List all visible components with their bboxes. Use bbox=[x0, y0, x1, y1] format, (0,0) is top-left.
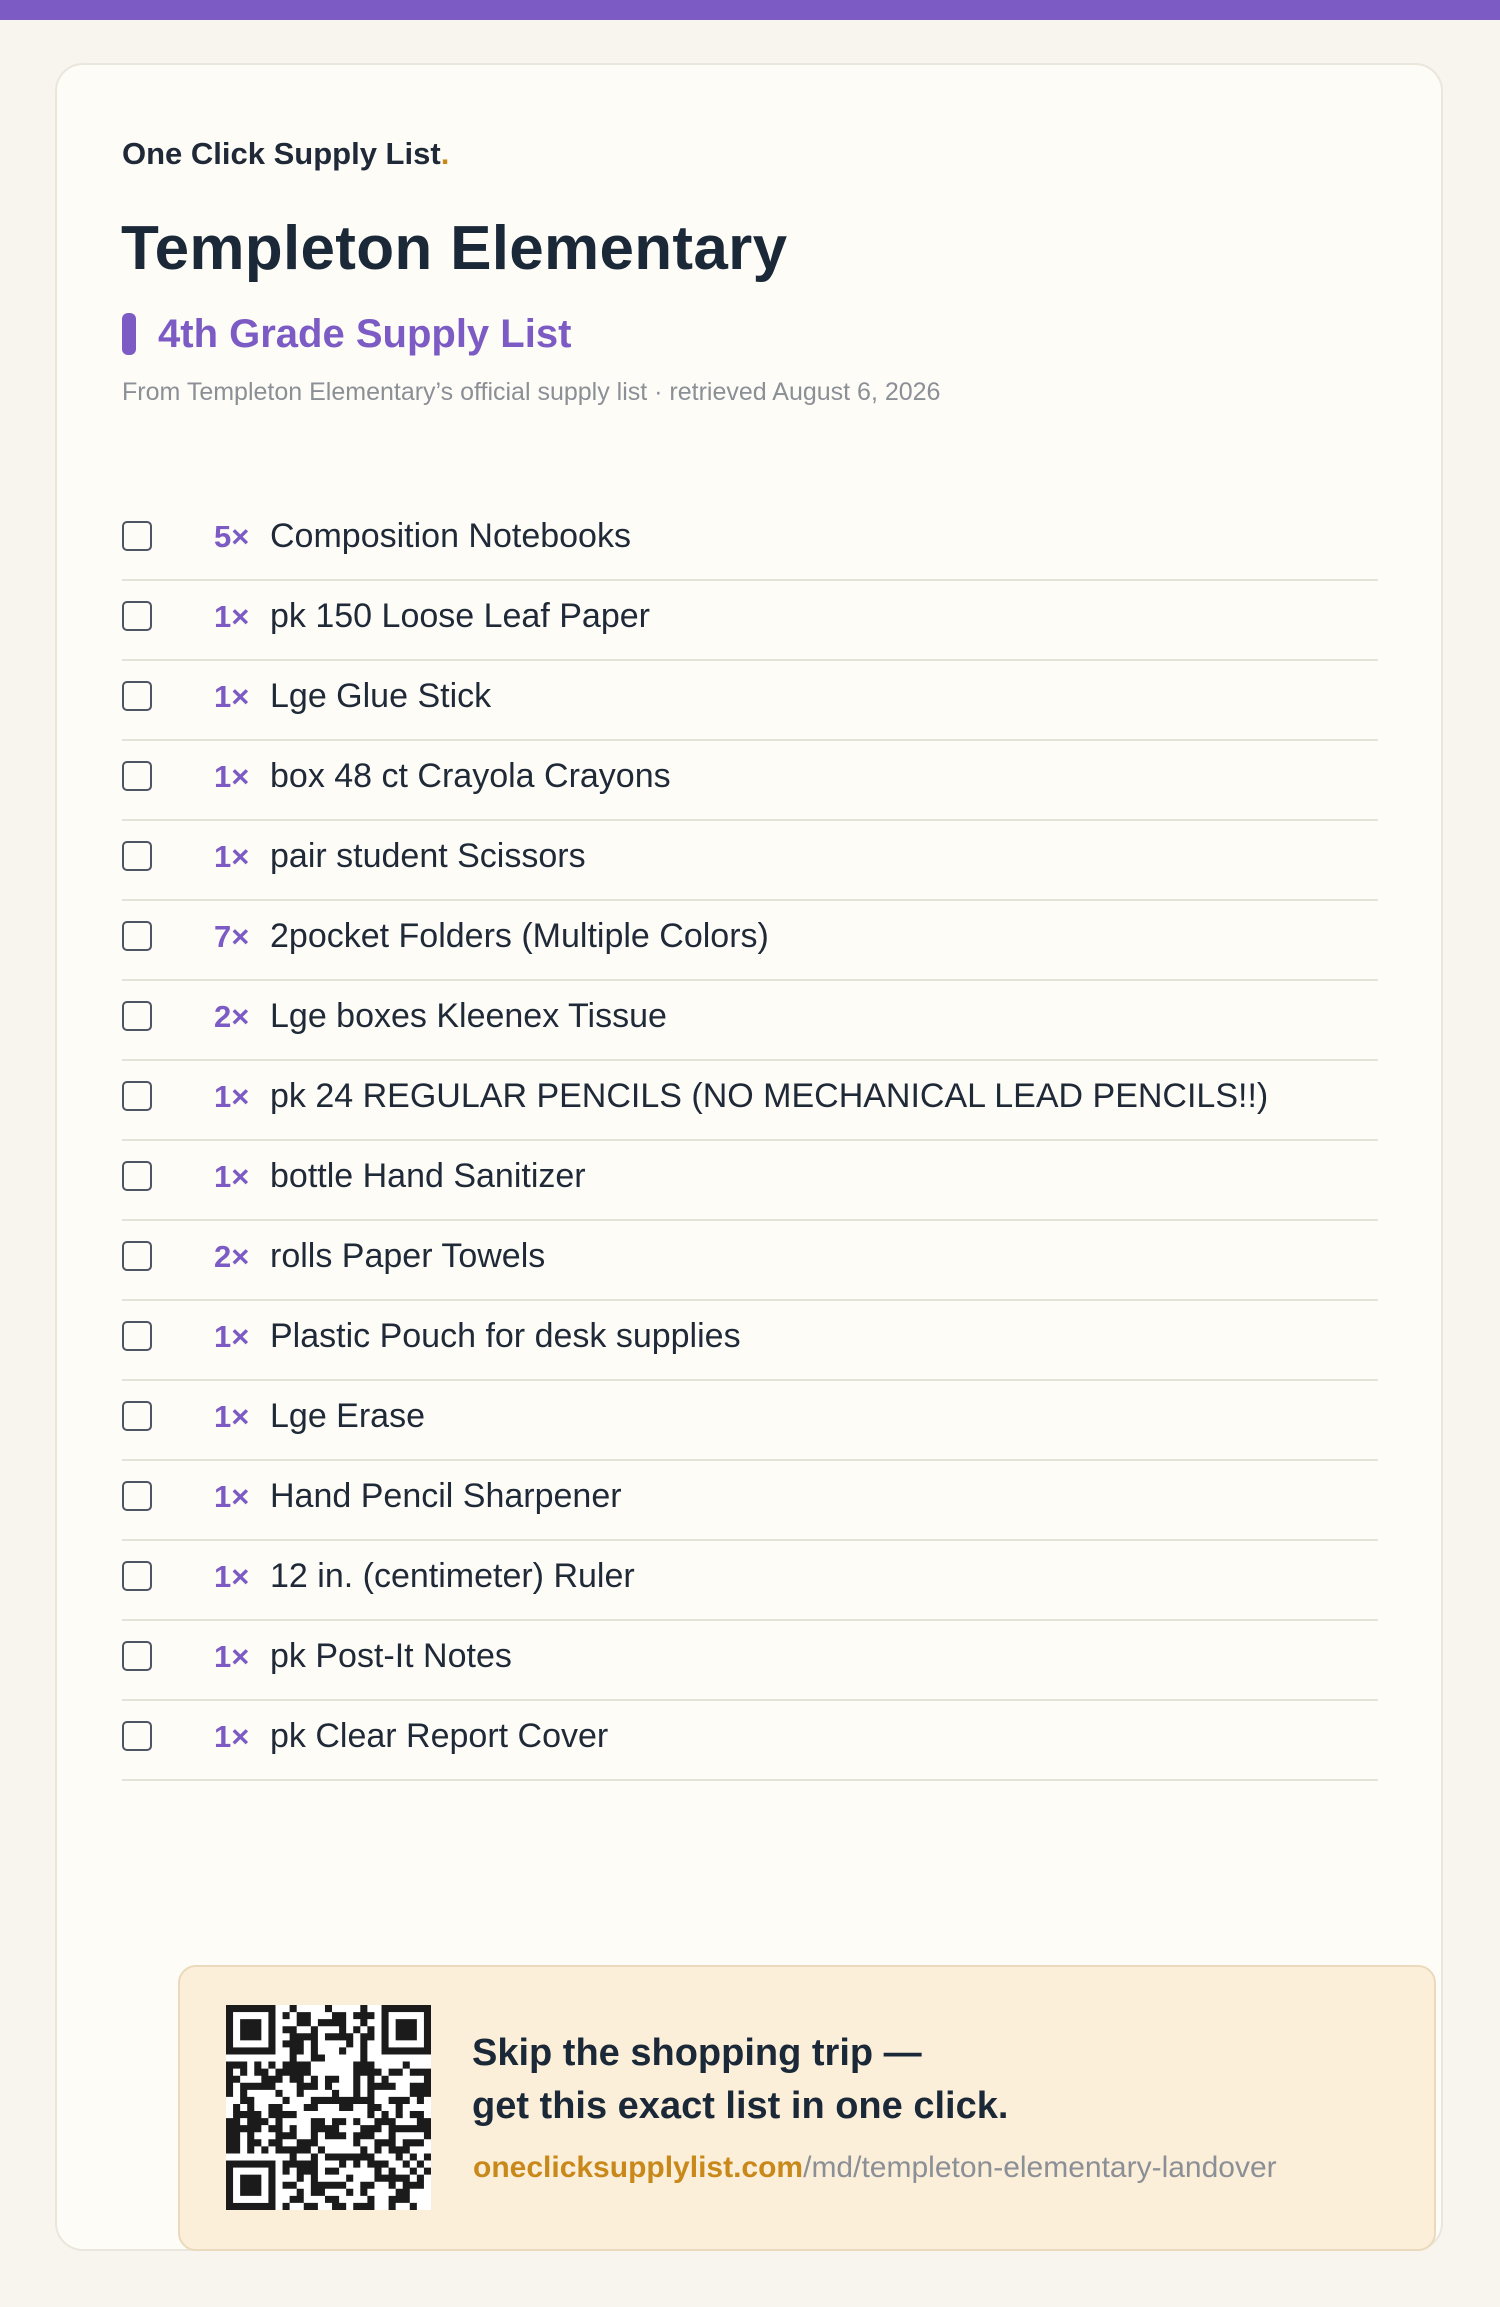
item-name: Lge Glue Stick bbox=[270, 677, 492, 715]
supply-items-list bbox=[122, 501, 1378, 1781]
item-quantity: 1× bbox=[214, 1399, 250, 1434]
school-title: Templeton Elementary bbox=[121, 214, 788, 283]
item-name: Lge boxes Kleenex Tissue bbox=[270, 997, 667, 1035]
supply-item-row bbox=[122, 1461, 1378, 1541]
item-quantity: 1× bbox=[214, 1559, 250, 1594]
supply-item-row bbox=[122, 1221, 1378, 1301]
item-checkbox[interactable] bbox=[122, 521, 152, 551]
item-name: pk Clear Report Cover bbox=[270, 1717, 609, 1755]
item-checkbox[interactable] bbox=[122, 1641, 152, 1671]
item-name: 12 in. (centimeter) Ruler bbox=[270, 1557, 635, 1595]
item-quantity: 2× bbox=[214, 999, 250, 1034]
brand-dot: . bbox=[440, 136, 450, 171]
supply-item-row bbox=[122, 1541, 1378, 1621]
list-title: 4th Grade Supply List bbox=[158, 311, 572, 356]
item-checkbox[interactable] bbox=[122, 761, 152, 791]
supply-list-card bbox=[55, 63, 1443, 2251]
supply-item-row bbox=[122, 501, 1378, 581]
item-quantity: 5× bbox=[214, 519, 250, 554]
supply-item-row bbox=[122, 741, 1378, 821]
item-checkbox[interactable] bbox=[122, 1721, 152, 1751]
brand-logo[interactable] bbox=[122, 136, 449, 172]
item-name: pk Post-It Notes bbox=[270, 1637, 512, 1675]
promo-link[interactable] bbox=[473, 2151, 1277, 2185]
item-checkbox[interactable] bbox=[122, 1321, 152, 1351]
supply-item-row bbox=[122, 1381, 1378, 1461]
item-name: 2pocket Folders (Multiple Colors) bbox=[270, 917, 769, 955]
item-name: Composition Notebooks bbox=[270, 517, 631, 555]
promo-url-domain: oneclicksupplylist.com bbox=[473, 2151, 804, 2184]
item-checkbox[interactable] bbox=[122, 1481, 152, 1511]
item-quantity: 1× bbox=[214, 679, 250, 714]
promo-headline-line-2: get this exact list in one click. bbox=[472, 2085, 1009, 2127]
item-quantity: 1× bbox=[214, 839, 250, 874]
list-subtitle-row bbox=[122, 311, 571, 357]
item-checkbox[interactable] bbox=[122, 1001, 152, 1031]
item-checkbox[interactable] bbox=[122, 841, 152, 871]
item-quantity: 1× bbox=[214, 1639, 250, 1674]
item-quantity: 1× bbox=[214, 599, 250, 634]
item-checkbox[interactable] bbox=[122, 1161, 152, 1191]
supply-item-row bbox=[122, 1141, 1378, 1221]
promo-url-path: /md/templeton-elementary-landover bbox=[803, 2151, 1277, 2184]
supply-item-row bbox=[122, 661, 1378, 741]
item-checkbox[interactable] bbox=[122, 681, 152, 711]
item-name: Hand Pencil Sharpener bbox=[270, 1477, 622, 1515]
item-quantity: 2× bbox=[214, 1239, 250, 1274]
subtitle-accent-bar bbox=[122, 313, 136, 355]
top-accent-bar bbox=[0, 0, 1500, 20]
item-checkbox[interactable] bbox=[122, 1401, 152, 1431]
item-name: pair student Scissors bbox=[270, 837, 586, 875]
item-quantity: 1× bbox=[214, 1479, 250, 1514]
item-name: pk 150 Loose Leaf Paper bbox=[270, 597, 650, 635]
supply-item-row bbox=[122, 1301, 1378, 1381]
item-quantity: 1× bbox=[214, 1719, 250, 1754]
supply-item-row bbox=[122, 581, 1378, 661]
supply-item-row bbox=[122, 981, 1378, 1061]
item-quantity: 1× bbox=[214, 1079, 250, 1114]
supply-item-row bbox=[122, 1701, 1378, 1781]
item-name: box 48 ct Crayola Crayons bbox=[270, 757, 671, 795]
item-checkbox[interactable] bbox=[122, 1561, 152, 1591]
item-checkbox[interactable] bbox=[122, 1081, 152, 1111]
item-quantity: 1× bbox=[214, 759, 250, 794]
item-name: Lge Erase bbox=[270, 1397, 425, 1435]
promo-headline-line-1: Skip the shopping trip — bbox=[472, 2032, 922, 2074]
qr-code-icon[interactable] bbox=[226, 2005, 431, 2210]
item-checkbox[interactable] bbox=[122, 601, 152, 631]
item-name: rolls Paper Towels bbox=[270, 1237, 546, 1275]
item-quantity: 1× bbox=[214, 1319, 250, 1354]
supply-item-row bbox=[122, 901, 1378, 981]
item-checkbox[interactable] bbox=[122, 1241, 152, 1271]
item-name: pk 24 REGULAR PENCILS (NO MECHANICAL LEAD PENCILS!!) bbox=[270, 1077, 1269, 1115]
item-quantity: 7× bbox=[214, 919, 250, 954]
item-name: bottle Hand Sanitizer bbox=[270, 1157, 586, 1195]
item-checkbox[interactable] bbox=[122, 921, 152, 951]
item-quantity: 1× bbox=[214, 1159, 250, 1194]
brand-name: One Click Supply List bbox=[122, 136, 441, 171]
item-name: Plastic Pouch for desk supplies bbox=[270, 1317, 741, 1355]
promo-banner bbox=[178, 1965, 1436, 2251]
supply-item-row bbox=[122, 821, 1378, 901]
promo-headline bbox=[472, 2027, 1008, 2133]
supply-item-row bbox=[122, 1621, 1378, 1701]
source-note: From Templeton Elementary’s official supply list · retrieved August 6, 2026 bbox=[122, 378, 941, 406]
supply-item-row bbox=[122, 1061, 1378, 1141]
qr-code-graphic bbox=[226, 2005, 431, 2210]
